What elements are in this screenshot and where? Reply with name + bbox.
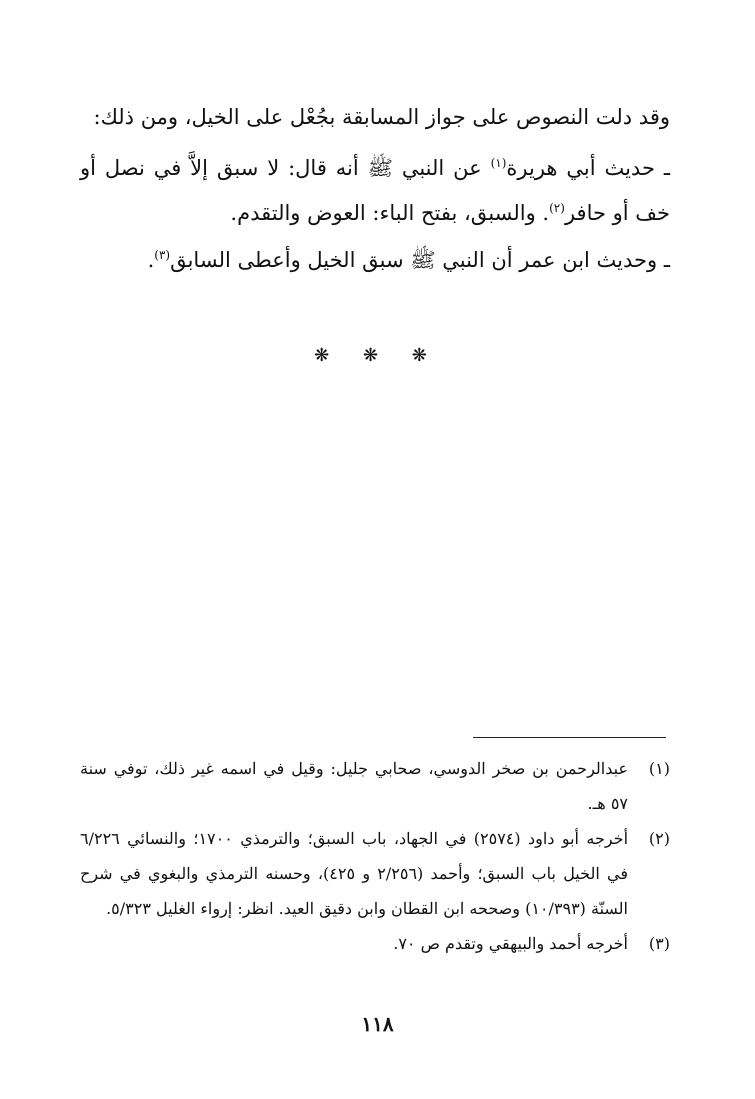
hadith-ibn-umar xyxy=(80,238,670,283)
hadith-abu-hurairah xyxy=(80,146,670,236)
footnote-divider xyxy=(473,737,666,738)
hadith1-text-c: . والسبق، بفتح الباء: العوض والتقدم. xyxy=(230,201,550,225)
footnote-1 xyxy=(80,751,670,821)
footnote-ref-3: (٣) xyxy=(154,248,171,262)
hadith2-text-b: . xyxy=(147,248,155,272)
hadith2-text-a: ـ وحديث ابن عمر أن النبي ﷺ سبق الخيل وأعطى السابق xyxy=(170,248,670,272)
footnote-3 xyxy=(80,926,670,961)
section-separator: ❋ ❋ ❋ xyxy=(314,345,441,366)
footnote-number: (٣) xyxy=(648,934,670,953)
main-text xyxy=(80,95,670,283)
footnotes xyxy=(80,751,670,961)
footnote-text: عبدالرحمن بن صخر الدوسي، صحابي جليل: وقيل في اسمه غير ذلك، توفي سنة ٥٧ هـ. xyxy=(80,759,628,813)
footnote-number: (١) xyxy=(648,759,670,778)
footnote-ref-2: (٢) xyxy=(549,201,565,215)
hadith1-text-a: ـ حديث أبي هريرة xyxy=(506,156,670,180)
page-number: ١١٨ xyxy=(361,1012,394,1036)
footnote-number: (٢) xyxy=(648,829,670,848)
footnote-text: أخرجه أحمد والبيهقي وتقدم ص ٧٠. xyxy=(393,934,628,953)
footnote-ref-1: (١) xyxy=(490,156,507,170)
intro-paragraph: وقد دلت النصوص على جواز المسابقة بجُعْل على الخيل، ومن ذلك: xyxy=(93,105,670,129)
footnote-2 xyxy=(80,821,670,926)
footnote-text: أخرجه أبو داود (٢٥٧٤) في الجهاد، باب السبق؛ والترمذي ١٧٠٠؛ والنسائي ٦/٢٢٦ في الخيل باب السبق؛ وأحمد (٢/٢٥٦ و ٤٢٥)، وحسنه الترمذي والبغوي في شرح السنّة (١٠/٣٩٣) وصححه ابن القطان وابن دقيق العيد. انظر: إرواء الغليل ٥/٣٢٣. xyxy=(80,829,629,918)
hadith1-text-b: عن النبي ﷺ أنه قال: لا سبق إلاَّ في نصل أو خف أو حافر xyxy=(80,156,670,225)
